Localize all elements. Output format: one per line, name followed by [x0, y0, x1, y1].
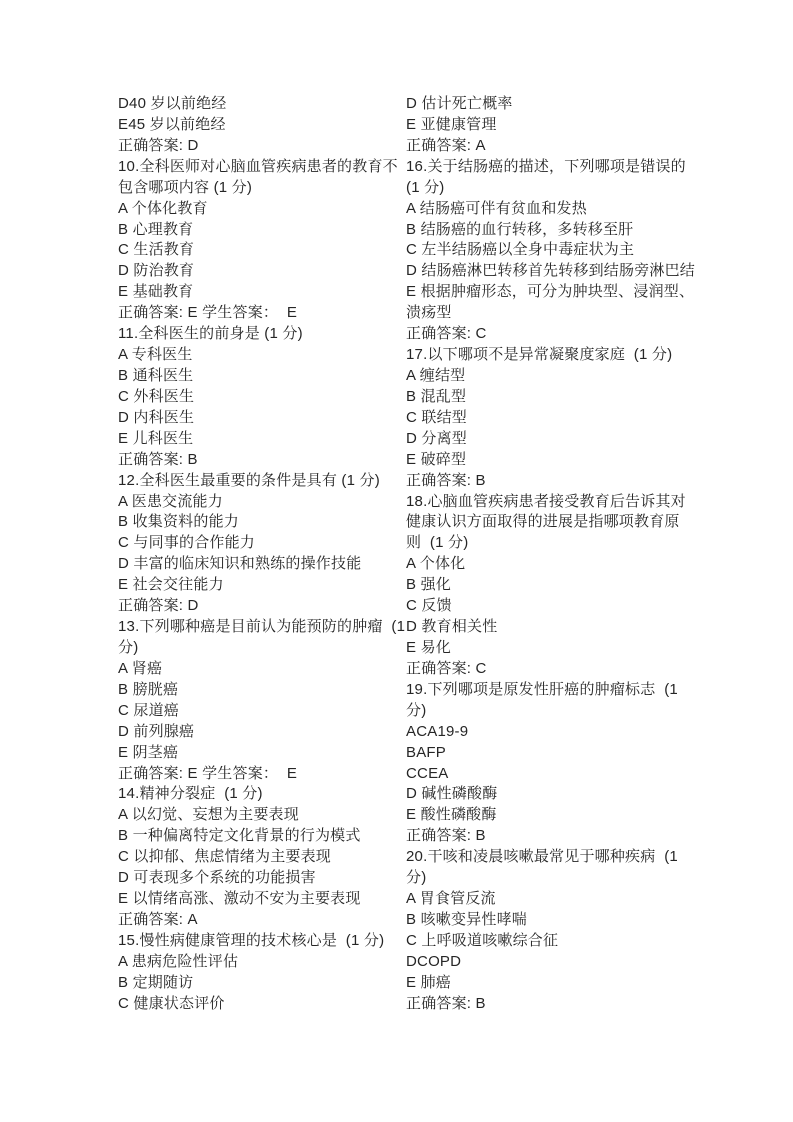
document-line: D 防治教育	[118, 262, 195, 280]
document-line: 13.下列哪种癌是目前认为能预防的肿瘤 (1	[118, 618, 406, 636]
document-line: E 酸性磷酸酶	[406, 806, 497, 824]
document-line: A 肾癌	[118, 659, 163, 677]
document-line: 包含哪项内容 (1 分)	[118, 178, 253, 196]
document-line: E 儿科医生	[118, 429, 194, 447]
document-line: 18.心脑血管疾病患者接受教育后告诉其对	[406, 492, 686, 510]
document-line: D 碱性磷酸酶	[406, 785, 498, 803]
document-line: B 定期随访	[118, 973, 194, 991]
document-line: B 混乱型	[406, 387, 467, 405]
document-line: B 收集资料的能力	[118, 513, 239, 531]
document-line: E 肺癌	[406, 973, 451, 991]
document-line: 10.全科医师对心脑血管疾病患者的教育不	[118, 157, 398, 175]
document-line: 正确答案: B	[406, 994, 486, 1012]
document-line: E 易化	[406, 638, 451, 656]
document-line: 正确答案: C	[406, 325, 487, 343]
document-line: C 生活教育	[118, 241, 195, 259]
document-line: 则 (1 分)	[406, 534, 469, 552]
document-line: E 基础教育	[118, 283, 194, 301]
document-line: 15.慢性病健康管理的技术核心是 (1 分)	[118, 931, 385, 949]
document-line: C 健康状态评价	[118, 994, 225, 1012]
document-line: A 缠结型	[406, 366, 466, 384]
document-line: E 根据肿瘤形态，可分为肿块型、浸润型、	[406, 283, 695, 301]
document-line: C 外科医生	[118, 387, 195, 405]
document-line: A 患病危险性评估	[118, 952, 239, 970]
document-line: B 咳嗽变异性哮喘	[406, 910, 527, 928]
document-line: A 专科医生	[118, 346, 193, 364]
document-line: D 前列腺癌	[118, 722, 195, 740]
document-line: 正确答案: B	[118, 450, 198, 468]
document-line: 分)	[406, 701, 427, 719]
document-line: E 破碎型	[406, 450, 467, 468]
document-line: A 胃食管反流	[406, 890, 496, 908]
document-line: 分)	[118, 638, 139, 656]
document-line: A 医患交流能力	[118, 492, 223, 510]
document-line: 12.全科医生最重要的条件是具有 (1 分)	[118, 471, 380, 489]
document-line: 正确答案: B	[406, 471, 486, 489]
document-line: C 反馈	[406, 597, 452, 615]
document-line: BAFP	[406, 743, 446, 761]
document-line: A 个体化	[406, 555, 466, 573]
document-line: E 阴茎癌	[118, 743, 179, 761]
document-line: 正确答案: E 学生答案： E	[118, 764, 298, 782]
document-line: E 社会交往能力	[118, 576, 224, 594]
document-line: C 以抑郁、焦虑情绪为主要表现	[118, 848, 332, 866]
document-line: C 上呼吸道咳嗽综合征	[406, 931, 559, 949]
document-line: D 分离型	[406, 429, 468, 447]
document-line: C 尿道癌	[118, 701, 180, 719]
document-line: 溃疡型	[406, 304, 452, 322]
document-line: A 结肠癌可伴有贫血和发热	[406, 199, 587, 217]
document-line: D 结肠癌淋巴转移首先转移到结肠旁淋巴结	[406, 262, 696, 280]
document-line: 正确答案: D	[118, 597, 199, 615]
document-line: E 以情绪高涨、激动不安为主要表现	[118, 890, 361, 908]
document-line: D 丰富的临床知识和熟练的操作技能	[118, 555, 362, 573]
document-line: 20.干咳和凌晨咳嗽最常见于哪种疾病 (1	[406, 848, 678, 866]
document-line: D 内科医生	[118, 408, 195, 426]
document-line: A 以幻觉、妄想为主要表现	[118, 806, 299, 824]
document-line: 分)	[406, 869, 427, 887]
document-line: 17.以下哪项不是异常凝聚度家庭 (1 分)	[406, 346, 673, 364]
document-line: A 个体化教育	[118, 199, 208, 217]
document-line: B 一种偏离特定文化背景的行为模式	[118, 827, 361, 845]
document-line: 正确答案: A	[406, 136, 486, 154]
document-line: 健康认识方面取得的进展是指哪项教育原	[406, 513, 680, 531]
document-line: B 膀胱癌	[118, 680, 179, 698]
document-line: 正确答案: A	[118, 910, 198, 928]
document-line: C 与同事的合作能力	[118, 534, 256, 552]
document-line: C 联结型	[406, 408, 468, 426]
document-line: 正确答案: E 学生答案： E	[118, 304, 298, 322]
document-line: 正确答案: C	[406, 659, 487, 677]
document-line: D 教育相关性	[406, 618, 498, 636]
document-line: 14.精神分裂症 (1 分)	[118, 785, 263, 803]
document-line: B 通科医生	[118, 366, 194, 384]
document-line: ACA19-9	[406, 722, 469, 740]
document-line: B 心理教育	[118, 220, 194, 238]
document-line: 正确答案: B	[406, 827, 486, 845]
document-line: D 估计死亡概率	[406, 95, 513, 112]
document-line: E 亚健康管理	[406, 115, 497, 133]
document-line: 正确答案: D	[118, 136, 199, 154]
text-column-left	[118, 94, 406, 1015]
document-line: B 结肠癌的血行转移，多转移至肝	[406, 220, 634, 238]
document-line: 11.全科医生的前身是 (1 分)	[118, 325, 303, 343]
document-line: D40 岁以前绝经	[118, 95, 227, 112]
document-line: (1 分)	[406, 178, 445, 196]
document-line: B 强化	[406, 576, 451, 594]
document-line: C 左半结肠癌以全身中毒症状为主	[406, 241, 635, 259]
document-line: 19.下列哪项是原发性肝癌的肿瘤标志 (1	[406, 680, 678, 698]
document-line: E45 岁以前绝经	[118, 115, 226, 133]
document-line: D 可表现多个系统的功能损害	[118, 869, 316, 887]
document-line: DCOPD	[406, 952, 462, 970]
document-line: 16.关于结肠癌的描述，下列哪项是错误的	[406, 157, 686, 175]
text-column-right	[406, 94, 706, 1015]
document-line: CCEA	[406, 764, 449, 782]
